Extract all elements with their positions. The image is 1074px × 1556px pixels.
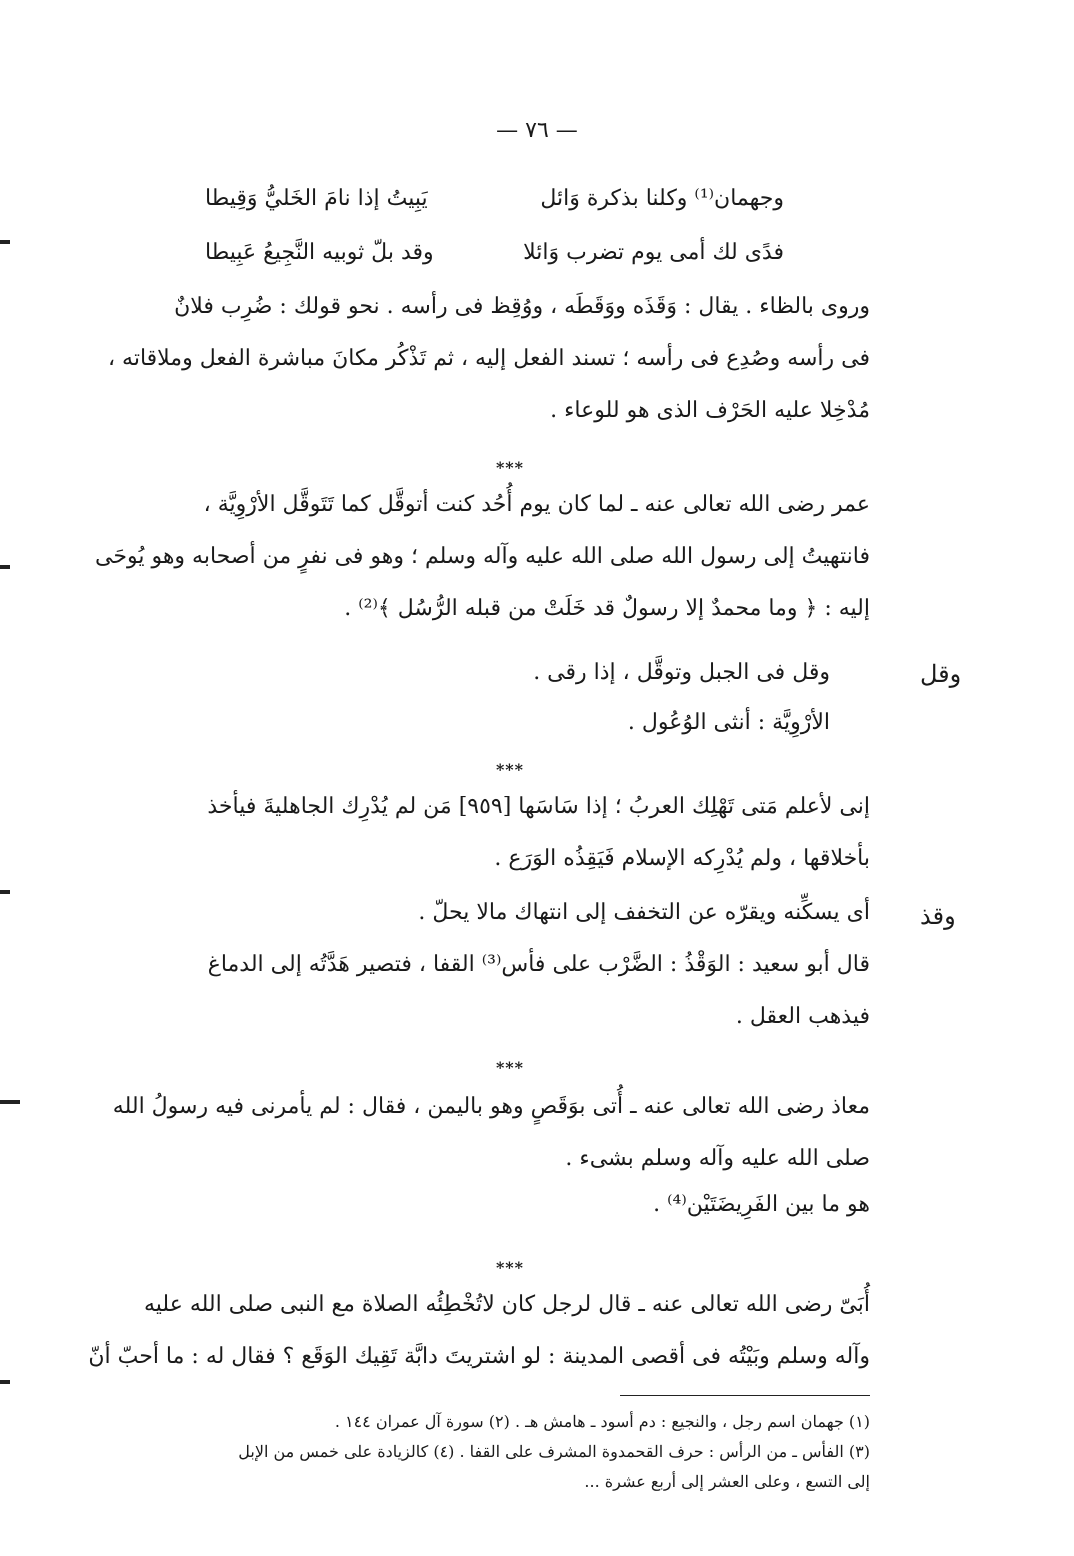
- gloss-3: [140, 898, 870, 1032]
- margin-headword-wql: وقل: [920, 660, 962, 688]
- text-line: فى رأسه وصُدِع فى رأسه ؛ تسند الفعل إليه ، ثم تَذْكُر مكانَ مباشرة الفعل وملاقاته ،: [107, 346, 870, 371]
- margin-headword-wqdh: وقذ: [920, 902, 956, 930]
- text-line: الأرْوِيَّة : أنثى الوُعُول .: [627, 710, 830, 735]
- text-line: إنى لأعلم مَتى تَهْلِك العربُ ؛ إذا سَاسَها [٩٥٩] مَن لم يُدْرِك الجاهليةَ فيأخذ: [207, 794, 870, 819]
- verse1-right: وجهمان⁽¹⁾ وكلنا بذكرة وَائل: [540, 186, 784, 211]
- scan-mark: [0, 565, 10, 569]
- section-divider: ***: [495, 1058, 525, 1077]
- text-line: إليه : ﴿ وما محمدٌ إلا رسولٌ قد خَلَتْ من قبله الرُّسُل ﴾⁽²⁾ .: [344, 596, 870, 621]
- scan-mark: [0, 1380, 10, 1384]
- paragraph-5: [88, 1290, 870, 1372]
- paragraph-3: [140, 792, 870, 874]
- scan-mark: [0, 890, 10, 894]
- footnote-line: (١) جهمان اسم رجل ، والنجيع : دم أسود ـ هامش هـ . (٢) سورة آل عمران ١٤٤ .: [334, 1412, 870, 1431]
- text-line: هو ما بين الفَرِيضَتَيْن⁽⁴⁾ .: [653, 1192, 870, 1217]
- page-number: — ٧٦ —: [496, 118, 578, 143]
- text-line: وقل فى الجبل وتوقَّل ، إذا رقى .: [533, 660, 830, 685]
- text-line: وروى بالظاء . يقال : وَقَذَه ووَقَطَه ، ووُقِظ فى رأسه . نحو قولك : ضُرِب فلانٌ: [174, 294, 870, 319]
- text-line: قال أبو سعيد : الوَقْذُ : الضَّرْب على فأس⁽³⁾ القفا ، فتصير هَدَّتُه إلى الدماغ: [207, 952, 870, 977]
- text-line: فانتهيتُ إلى رسول الله صلى الله عليه وآله وسلم ؛ وهو فى نفرٍ من أصحابه وهو يُوحَى: [95, 544, 870, 569]
- text-line: عمر رضى الله تعالى عنه ـ لما كان يوم أُحُد كنت أتوقَّل كما تَتَوقَّل الأرْوِيَّة ،: [203, 492, 870, 517]
- text-line: أُبَىّ رضى الله تعالى عنه ـ قال لرجل كان لاتُخْطِئُه الصلاة مع النبى صلى الله عليه: [144, 1292, 870, 1317]
- section-divider: ***: [495, 1258, 525, 1277]
- text-line: بأخلاقها ، ولم يُدْرِكه الإسلام فَيَقِذُه الوَرَع .: [494, 846, 870, 871]
- verse2-left: وقد بلّ ثوبيه النَّجِيعُ عَبِيطا: [205, 240, 434, 265]
- verse1-left: يَبِيتُ إذا نامَ الخَليُّ وَقِيطا: [205, 186, 428, 211]
- verse2-right: فدًى لك أمى يوم تضرب وَائلا: [523, 240, 784, 265]
- text-line: وآله وسلم وبَيْتُه فى أقصى المدينة : لو اشتريتَ دابَّة تَقِيك الوَقَع ؟ فقال له : ما أحبّ أنّ: [88, 1344, 870, 1369]
- gloss-2: [140, 658, 830, 738]
- section-divider: ***: [495, 760, 525, 779]
- text-line: مُدْخِلا عليه الحَرْف الذى هو للوعاء .: [550, 398, 870, 423]
- text-line: معاذ رضى الله تعالى عنه ـ أُتى بوَقَصٍ وهو باليمن ، فقال : لم يأمرنى فيه رسولُ الله: [112, 1094, 870, 1119]
- paragraph-1: [107, 292, 870, 426]
- footnote-rule: [620, 1395, 870, 1396]
- footnote-line: (٣) الفأس ـ من الرأس : حرف القحمدوة المشرف على القفا . (٤) كالزيادة على خمس من الإبل: [238, 1442, 870, 1461]
- paragraph-2: [95, 490, 870, 624]
- paragraph-4: [112, 1092, 870, 1220]
- text-line: صلى الله عليه وآله وسلم بشىء .: [565, 1146, 870, 1171]
- scan-mark: [0, 1100, 20, 1104]
- scan-mark: [0, 240, 10, 244]
- section-divider: ***: [495, 458, 525, 477]
- text-line: أى يسكِّنه ويقرّه عن التخفف إلى انتهاك مالا يحلّ .: [418, 900, 870, 925]
- footnote-line: إلى التسع ، وعلى العشر إلى أربع عشرة ...: [584, 1472, 870, 1491]
- text-line: فيذهب العقل .: [735, 1004, 870, 1029]
